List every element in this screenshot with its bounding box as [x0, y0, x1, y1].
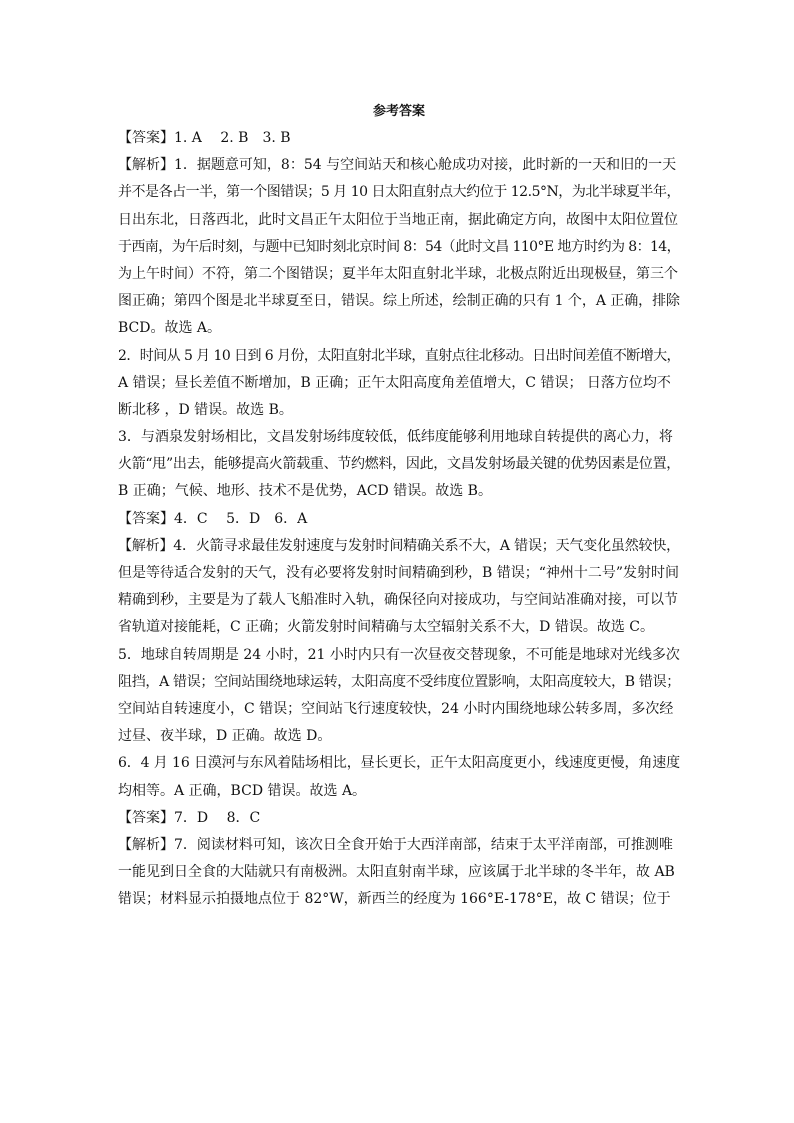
answer-paragraph: [118, 533, 680, 642]
text-line: 【解析】1．据题意可知，8：54 与空间站天和核心舱成功对接，此时新的一天和旧的一天: [118, 157, 677, 174]
answer-paragraph: [118, 642, 680, 751]
text-line: 【解析】7．阅读材料可知，该次日全食开始于大西洋南部，结束于太平洋南部，可推测唯: [118, 836, 673, 853]
text-line: 错误；材料显示拍摄地点位于 82°W，新西兰的经度为 166°E-178°E，故 C 错误；位于: [118, 891, 671, 908]
text-line: 3．与酒泉发射场相比，文昌发射场纬度较低，低纬度能够利用地球自转提供的离心力，将: [118, 429, 673, 446]
text-line: 空间站自转速度小，C 错误；空间站飞行速度较快，24 小时内围绕地球公转多周，多次经: [118, 700, 674, 717]
text-line: 【答案】7．D 8．C: [118, 809, 261, 826]
text-line: BCD。故选 A。: [118, 320, 222, 337]
text-line: 火箭“甩”出去，能够提高火箭载重、节约燃料，因此，文昌发射场最关键的优势因素是位置，: [118, 456, 680, 473]
text-line: 阻挡，A 错误；空间站围绕地球运转，太阳高度不受纬度位置影响，太阳高度较大，B 错误；: [118, 673, 680, 690]
text-line: 为上午时间）不符，第二个图错误；夏半年太阳直射北半球，北极点附近出现极昼，第三个: [118, 265, 678, 282]
text-line: 6．4 月 16 日漠河与东风着陆场相比，昼长更长，正午太阳高度更小，线速度更慢，角速度: [118, 755, 680, 772]
page-title: 参考答案: [372, 104, 425, 119]
answer-document: [118, 98, 680, 913]
text-line: 断北移 ，D 错误。故选 B。: [118, 401, 293, 418]
text-line: 于西南，为午后时刻，与题中已知时刻北京时间 8：54（此时文昌 110°E 地方时约为 8：14，: [118, 238, 680, 255]
text-line: 图正确；第四个图是北半球夏至日，错误。综上所述，绘制正确的只有 1 个，A 正确，排除: [118, 293, 680, 310]
text-line: 省轨道对接能耗，C 正确；火箭发射时间精确与太空辐射关系不大，D 错误。故选 C。: [118, 619, 654, 636]
answer-content: [118, 125, 680, 913]
answer-paragraph: [118, 424, 680, 506]
answer-paragraph: [118, 125, 680, 152]
answer-paragraph: [118, 343, 680, 425]
text-line: 但是等待适合发射的天气，没有必要将发射时间精确到秒，B 错误；“神州十二号”发射时间: [118, 565, 680, 581]
text-line: 并不是各占一半，第一个图错误；5 月 10 日太阳直射点大约位于 12.5°N，为北半球夏半年，: [118, 184, 680, 201]
answer-paragraph: [118, 152, 680, 342]
answer-paragraph: [118, 506, 680, 533]
text-line: 过昼、夜半球，D 正确。故选 D。: [118, 728, 332, 745]
text-line: 2．时间从 5 月 10 日到 6 月份，太阳直射北半球，直射点往北移动。日出时间差值不断增大，: [118, 347, 680, 364]
text-line: 均相等。A 正确，BCD 错误。故选 A。: [118, 782, 367, 799]
answer-paragraph: [118, 750, 680, 804]
text-line: 日出东北，日落西北，此时文昌正午太阳位于当地正南，据此确定方向，故图中太阳位置位: [118, 211, 678, 228]
answer-paragraph: [118, 832, 680, 914]
text-line: B 正确；气候、地形、技术不是优势，ACD 错误。故选 B。: [118, 483, 492, 500]
text-line: 【解析】4．火箭寻求最佳发射速度与发射时间精确关系不大，A 错误；天气变化虽然较快，: [118, 537, 680, 554]
text-line: 精确到秒，主要是为了载人飞船准时入轨，确保径向对接成功，与空间站准确对接，可以节: [118, 592, 678, 609]
text-line: 【答案】1. A 2. B 3. B: [118, 130, 291, 146]
answer-paragraph: [118, 805, 680, 832]
text-line: 5．地球自转周期是 24 小时，21 小时内只有一次昼夜交替现象，不可能是地球对光线多次: [118, 646, 680, 663]
text-line: 【答案】4．C 5．D 6．A: [118, 510, 308, 527]
text-line: A 错误；昼长差值不断增加，B 正确；正午太阳高度角差值增大，C 错误； 日落方位均不: [118, 374, 671, 391]
text-line: 一能见到日全食的大陆就只有南极洲。太阳直射南半球，应该属于北半球的冬半年，故 AB: [118, 864, 675, 881]
